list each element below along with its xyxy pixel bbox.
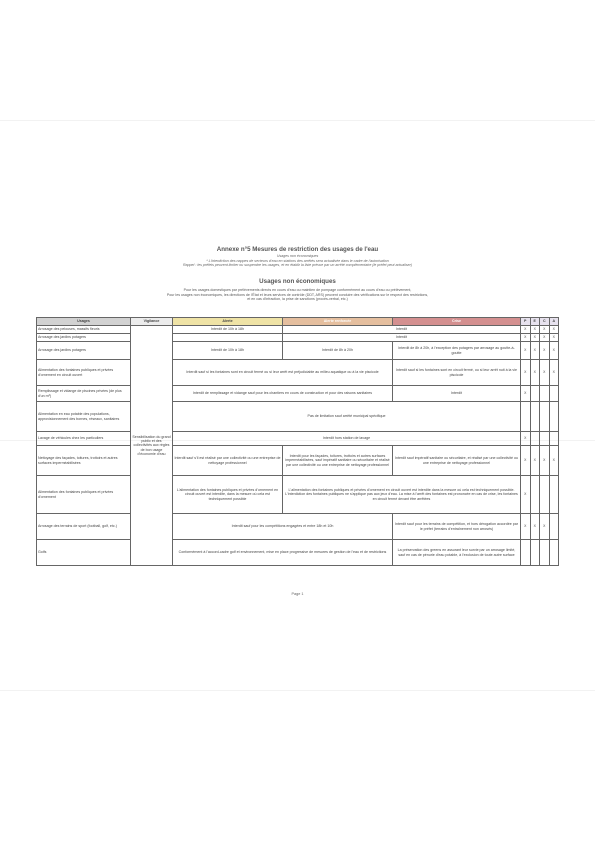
- row-renf-crise: Interdit: [283, 334, 521, 342]
- table-row: [37, 476, 559, 514]
- row-usage: Lavage de véhicules chez les particuliers: [37, 432, 131, 446]
- table-row: [37, 402, 559, 432]
- header-vigilance: Vigilance: [131, 318, 173, 326]
- row-c: [540, 386, 550, 402]
- table-row: [37, 334, 559, 342]
- row-e: X: [530, 360, 540, 386]
- vigilance-note: Sensibilisation du grand public et des collectivités aux règles de bon usage d'économie d'eau: [131, 326, 173, 566]
- row-c: X: [540, 326, 550, 334]
- row-crise: Interdit sauf impératif sanitaire ou sécuritaire, et réalisé par une collectivité ou une entreprise de nettoyage professionnel: [393, 446, 521, 476]
- document-title: Annexe n°5 Mesures de restriction des usages de l'eau: [216, 246, 379, 253]
- row-a: [549, 386, 559, 402]
- row-usage: Arrosage des terrains de sport (football, golf, etc.): [37, 514, 131, 540]
- row-alerte-crise: Pas de limitation sauf arrêté municipal spécifique: [173, 402, 521, 432]
- row-alerte: Interdit de 10h à 18h: [173, 326, 283, 334]
- row-e: X: [530, 514, 540, 540]
- header-c: C: [540, 318, 550, 326]
- row-crise: La préservation des greens en assurant leur survie par un arrosage limité, sauf en cas de pénurie d'eau potable, à l'exclusion de toute autre surface: [393, 540, 521, 566]
- header-alerte-renforcee: Alerte renforcée: [283, 318, 393, 326]
- row-c: X: [540, 334, 550, 342]
- row-c: X: [540, 360, 550, 386]
- row-usage: Nettoyage des façades, toitures, trottoirs et autres surfaces imperméabilisées: [37, 446, 131, 476]
- row-alerte-crise: Interdit hors station de lavage: [173, 432, 521, 446]
- row-p: [521, 540, 531, 566]
- row-crise: Interdit sauf pour les terrains de compétition, et hors dérogation accordée par le préfet (terrains d'entraînement non arrosés): [393, 514, 521, 540]
- table-row: [37, 326, 559, 334]
- row-a: X: [549, 446, 559, 476]
- section-title: Usages non économiques: [259, 278, 336, 285]
- row-renforcee: Interdit pour les façades, toitures, trottoirs et autres surfaces imperméabilisées, sauf impératif sanitaire ou sécuritaire et réalisé par une collectivité ou une entreprise de nettoyage professionnel: [283, 446, 393, 476]
- row-alerte-renf: Conformément à l'accord-cadre golf et environnement, mise en place progressive de mesures de gestion de l'eau et de restrictions: [173, 540, 393, 566]
- row-e: [530, 476, 540, 514]
- row-p: X: [521, 342, 531, 360]
- row-e: [530, 540, 540, 566]
- row-alerte-renf: Interdit de remplissage et vidange sauf pour les chantiers en cours de construction et pour des raisons sanitaires: [173, 386, 393, 402]
- subtitle-line-2: * L'interdiction des nappes de secteurs d'eau en stations des arrêtés sera actualisée dans le cadre de l'autorisation: [206, 258, 389, 263]
- table-row: [37, 540, 559, 566]
- intro-line-2: Pour les usages non économiques, les directions de l'État et leurs services de contrôle (DDT, ARS) peuvent conduire des vérifications sur le respect des restrictions,: [166, 292, 429, 297]
- row-e: [530, 386, 540, 402]
- row-alerte: L'alimentation des fontaines publiques et privées d'ornement en circuit ouvert est interdite, dans la mesure où cela est techniquement possible: [173, 476, 283, 514]
- header-usages: Usages: [37, 318, 131, 326]
- row-renf-crise: L'alimentation des fontaines publiques et privées d'ornement en circuit ouvert est interdite dans la mesure où cela est techniquement possible. L'interdiction des fontaines publiques ne s'applique pas aux jeux d'eau. La mise à l'arrêt des fontaines est prononcée en cas de crise, les fontaines en circuit fermé devant être arrêtées: [283, 476, 521, 514]
- header-crise: Crise: [393, 318, 521, 326]
- row-renf-crise: Interdit: [283, 326, 521, 334]
- row-a: X: [549, 334, 559, 342]
- row-c: X: [540, 446, 550, 476]
- row-usage: Arrosage des pelouses, massifs fleuris: [37, 326, 131, 334]
- row-crise: Interdit: [393, 386, 521, 402]
- header-p: P: [521, 318, 531, 326]
- subtitle-line-3: Rappel : les préfets peuvent limiter ou suspendre les usages, et en établir la liste prévue par un arrêté complémentaire (le préfet peut actualiser): [182, 263, 413, 267]
- row-a: [549, 476, 559, 514]
- row-p: X: [521, 326, 531, 334]
- row-a: X: [549, 360, 559, 386]
- restriction-table: [36, 317, 559, 566]
- row-c: [540, 476, 550, 514]
- row-a: [549, 432, 559, 446]
- row-a: X: [549, 342, 559, 360]
- row-e: X: [530, 446, 540, 476]
- row-e: X: [530, 334, 540, 342]
- row-usage: Remplissage et vidange de piscines privées (de plus d'un m³): [37, 386, 131, 402]
- row-a: [549, 540, 559, 566]
- row-c: [540, 432, 550, 446]
- row-a: X: [549, 326, 559, 334]
- row-renforcee: Interdit de 8h à 20h: [283, 342, 393, 360]
- row-alerte: Interdit sauf s'il est réalisé par une collectivité ou une entreprise de nettoyage professionnel: [173, 446, 283, 476]
- row-p: [521, 402, 531, 432]
- intro-line-3: et en cas d'infraction, la prise de sanctions (procès-verbal, etc.): [247, 297, 348, 301]
- row-alerte: Interdit de 10h à 18h: [173, 342, 283, 360]
- row-usage: Golfs: [37, 540, 131, 566]
- intro-line-1: Pour les usages domestiques par prélèvements directs en cours d'eau ou maintien de pompage conformément au cours d'eau ou prélèvement,: [183, 288, 412, 292]
- row-a: [549, 402, 559, 432]
- row-c: [540, 402, 550, 432]
- row-alerte: [173, 334, 283, 342]
- row-p: X: [521, 446, 531, 476]
- row-usage: Arrosage des jardins potagers: [37, 334, 131, 342]
- row-p: X: [521, 476, 531, 514]
- row-a: [549, 514, 559, 540]
- row-p: X: [521, 360, 531, 386]
- table-row: [37, 386, 559, 402]
- row-e: [530, 402, 540, 432]
- row-e: [530, 432, 540, 446]
- row-c: [540, 540, 550, 566]
- row-p: X: [521, 386, 531, 402]
- table-row: [37, 432, 559, 446]
- table-row: [37, 342, 559, 360]
- row-c: X: [540, 342, 550, 360]
- header-a: A: [549, 318, 559, 326]
- header-e: E: [530, 318, 540, 326]
- row-e: X: [530, 342, 540, 360]
- table-row: [37, 360, 559, 386]
- row-usage: Alimentation en eau potable des populations, approvisionnement des bornes, réseaux, sanitaires: [37, 402, 131, 432]
- row-usage: Arrosage des jardins potagers: [37, 342, 131, 360]
- row-p: X: [521, 432, 531, 446]
- table-row: [37, 446, 559, 476]
- row-p: X: [521, 514, 531, 540]
- row-e: X: [530, 326, 540, 334]
- row-alerte-renf: Interdit sauf pour les compétitions engagées et entre 18h et 10h: [173, 514, 393, 540]
- header-alerte: Alerte: [173, 318, 283, 326]
- table-header-row: [37, 318, 559, 326]
- row-usage: Alimentation des fontaines publiques et privées d'ornement: [37, 476, 131, 514]
- row-c: X: [540, 514, 550, 540]
- row-crise: Interdit de 8h à 20h, à l'exception des potagers par arrosage au goutte-à-goutte: [393, 342, 521, 360]
- row-crise: Interdit sauf si les fontaines sont en circuit fermé, ou si leur arrêt nuit à la vie piscicole: [393, 360, 521, 386]
- row-alerte-renf: Interdit sauf si les fontaines sont en circuit fermé ou si leur arrêt est préjudiciable au milieu aquatique ou à la vie piscicole: [173, 360, 393, 386]
- subtitle-line-1: Usages non économiques: [276, 254, 319, 258]
- row-usage: Alimentation des fontaines publiques et privées d'ornement en circuit ouvert: [37, 360, 131, 386]
- table-row: [37, 514, 559, 540]
- row-p: X: [521, 334, 531, 342]
- page-number: Page 1: [291, 592, 304, 596]
